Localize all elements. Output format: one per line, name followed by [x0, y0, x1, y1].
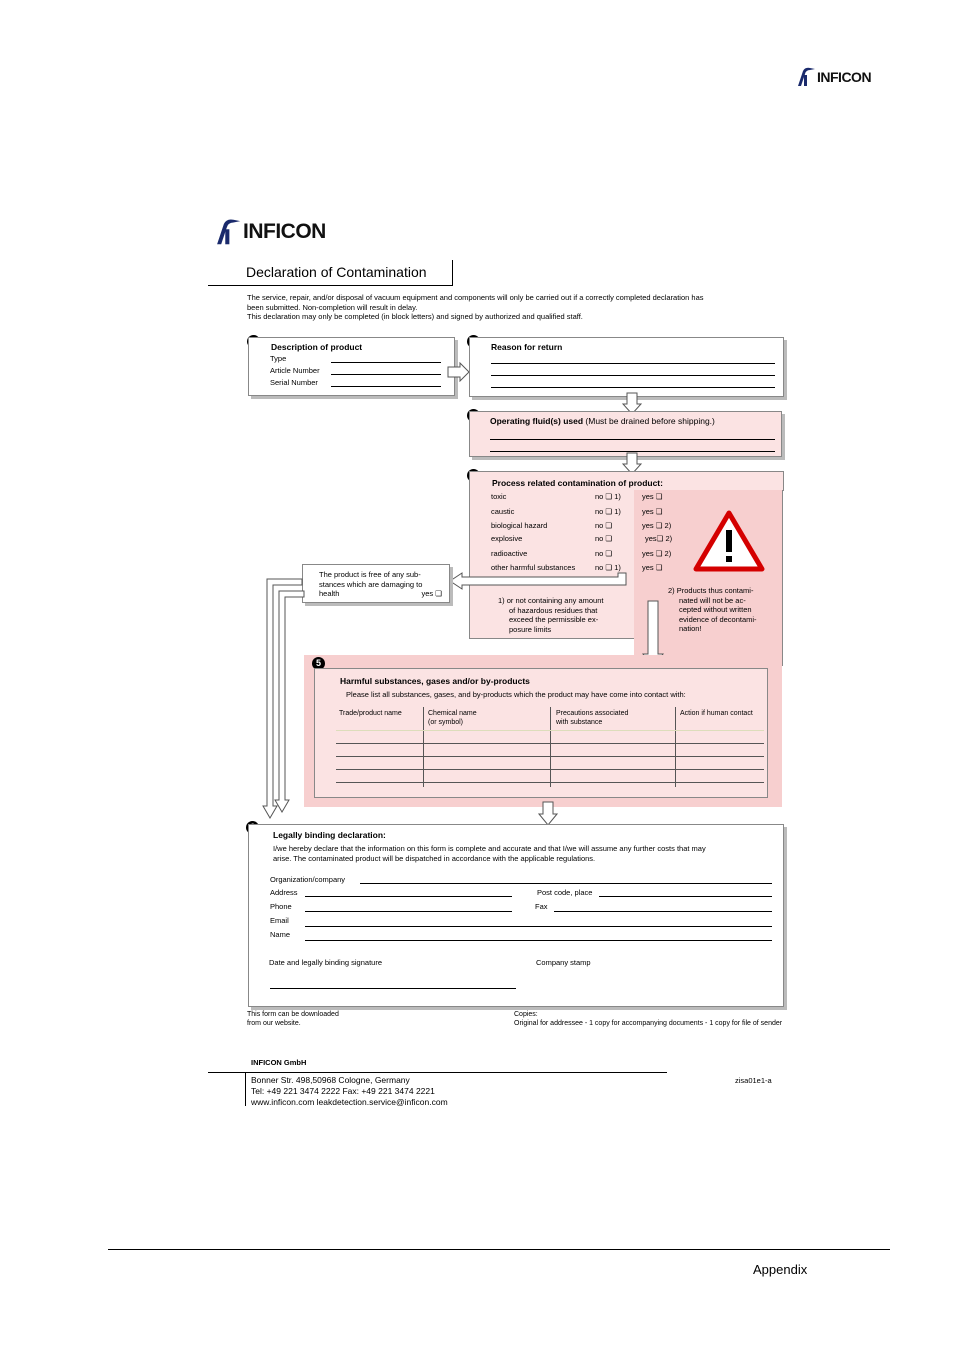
section-4-header: [469, 471, 784, 491]
section-5-title: Harmful substances, gases and/or by-products: [340, 676, 530, 686]
download-note-line: from our website.: [247, 1020, 301, 1027]
section-1-box: [248, 337, 455, 396]
footnote-2-line: 2) Products thus contami-: [668, 586, 754, 595]
column-header-precautions: [556, 709, 628, 727]
email-label: Email: [270, 916, 289, 925]
contamination-label-toxic: toxic: [491, 492, 507, 501]
article-number-label: Article Number: [270, 366, 320, 375]
free-box-line: stances which are damaging to: [319, 579, 423, 589]
download-note: [247, 1010, 339, 1028]
name-label: Name: [270, 930, 291, 939]
footnote-2-line: cepted without written: [679, 605, 752, 614]
biological-yes-checkbox[interactable]: yes ❏ 2): [642, 521, 672, 530]
organization-field[interactable]: [360, 883, 772, 884]
footnote-2-line: nated will not be ac-: [679, 595, 746, 605]
article-number-field[interactable]: [331, 374, 441, 375]
copies-note: [514, 1010, 782, 1028]
company-stamp-label: Company stamp: [536, 958, 591, 967]
free-box-line: health: [319, 589, 340, 598]
section-4-title: Process related contamination of product:: [492, 478, 663, 488]
section-2-box: [469, 337, 784, 397]
section-5-box: [314, 668, 768, 798]
footnote-1-line: exceed the permissible ex-: [509, 615, 599, 624]
contamination-label-biological: biological hazard: [491, 521, 548, 530]
explosive-yes-checkbox[interactable]: yes❏ 2): [645, 534, 673, 543]
company-details: [251, 1075, 448, 1108]
radioactive-yes-checkbox[interactable]: yes ❏ 2): [642, 549, 672, 558]
header-logo: [795, 67, 871, 87]
reason-line[interactable]: [491, 375, 775, 376]
title-underline: [208, 285, 453, 286]
copies-note-line: Original for addressee - 1 copy for accompanying documents - 1 copy for file of sender: [514, 1020, 783, 1027]
column-header-action: Action if human contact: [680, 710, 753, 717]
other-yes-checkbox[interactable]: yes ❏: [642, 563, 663, 572]
section-1-title: Description of product: [271, 342, 363, 352]
fax-field[interactable]: [554, 911, 772, 912]
phone-field[interactable]: [305, 911, 512, 912]
section-2-title: Reason for return: [491, 342, 563, 352]
column-header-line: with substance: [556, 719, 603, 726]
inficon-logo-icon: [213, 218, 243, 246]
footnote-1-line: of hazardous residues that: [509, 605, 598, 615]
biological-no-checkbox[interactable]: no ❏: [595, 521, 613, 530]
free-of-substances-text: [319, 570, 444, 599]
section-3-note: (Must be drained before shipping.): [585, 416, 715, 426]
section-3-heading: [490, 416, 715, 427]
company-divider: [208, 1072, 667, 1073]
contamination-label-other: other harmful substances: [491, 563, 576, 572]
arrow-right-icon: [447, 362, 471, 382]
free-of-substances-box: [302, 564, 450, 603]
substances-header-line: [336, 730, 764, 731]
intro-line: been submitted. Non-completion will result in delay.: [247, 302, 418, 312]
reason-line[interactable]: [491, 363, 775, 364]
signature-field[interactable]: [270, 988, 516, 989]
inficon-logo-icon: [795, 67, 817, 87]
footer-rule: [108, 1249, 890, 1250]
company-name: INFICON GmbH: [251, 1058, 307, 1067]
signature-label: Date and legally binding signature: [269, 958, 382, 967]
email-field[interactable]: [305, 926, 772, 927]
contamination-label-radioactive: radioactive: [491, 549, 528, 558]
reason-line[interactable]: [491, 387, 775, 388]
organization-label: Organization/company: [270, 875, 346, 884]
phone-label: Phone: [270, 902, 292, 911]
footnote-2: [668, 586, 778, 634]
operating-fluid-line[interactable]: [490, 439, 775, 440]
company-vertical-divider: [245, 1072, 246, 1106]
address-field[interactable]: [305, 896, 512, 897]
free-of-substances-yes-checkbox[interactable]: yes ❏: [421, 589, 442, 598]
contamination-label-explosive: explosive: [491, 534, 523, 543]
postcode-field[interactable]: [599, 896, 772, 897]
name-field[interactable]: [305, 940, 772, 941]
fax-label: Fax: [535, 902, 548, 911]
column-header-trade-name: Trade/product name: [339, 710, 402, 717]
explosive-no-checkbox[interactable]: no ❏: [595, 534, 613, 543]
company-address: Bonner Str. 498,50968 Cologne, Germany: [251, 1075, 410, 1085]
serial-number-field[interactable]: [331, 386, 441, 387]
company-web: www.inficon.com leakdetection.service@inficon.com: [251, 1097, 448, 1107]
copies-note-line: Copies:: [514, 1011, 538, 1018]
footnote-2-line: evidence of decontami-: [679, 614, 757, 624]
header-logo-text: INFICON: [817, 69, 872, 85]
section-3-title: Operating fluid(s) used: [490, 416, 584, 426]
arrow-left-icon: [448, 572, 628, 602]
column-header-chemical-name: [428, 709, 477, 727]
section-6-text: [273, 844, 778, 863]
type-label: Type: [270, 354, 287, 363]
form-title: Declaration of Contamination: [246, 264, 427, 280]
type-field[interactable]: [331, 362, 441, 363]
intro-line: The service, repair, and/or disposal of vacuum equipment and components will only be carried out if a correctly completed declaration has: [247, 293, 704, 302]
section-3-box: [469, 411, 782, 457]
substances-col-line: [675, 707, 676, 787]
form-logo-text: INFICON: [243, 220, 326, 243]
serial-number-label: Serial Number: [270, 378, 318, 387]
footnote-1-line: 1) or not containing any amount: [498, 596, 604, 605]
caustic-yes-checkbox[interactable]: yes ❏: [642, 507, 663, 516]
form-code: zisa01e1-a: [735, 1076, 772, 1085]
radioactive-no-checkbox[interactable]: no ❏: [595, 549, 613, 558]
toxic-yes-checkbox[interactable]: yes ❏: [642, 492, 663, 501]
contamination-label-caustic: caustic: [491, 507, 515, 516]
column-header-line: (or symbol): [428, 719, 464, 726]
section-6-box: [248, 824, 784, 1007]
footnote-1-line: posure limits: [509, 624, 552, 634]
other-no-checkbox[interactable]: no ❏ 1): [595, 563, 621, 572]
footnote-2-line: nation!: [679, 624, 702, 633]
company-tel: Tel: +49 221 3474 2222 Fax: +49 221 3474 2221: [251, 1086, 435, 1096]
column-header-line: Precautions associated: [556, 710, 629, 717]
section-5-subtitle: Please list all substances, gases, and by-products which the product may have come into contact with:: [346, 690, 686, 699]
section-6-title: Legally binding declaration:: [273, 830, 386, 840]
column-header-line: Chemical name: [428, 710, 477, 717]
substances-col-line: [550, 707, 551, 787]
intro-text: [247, 293, 787, 322]
substances-col-line: [423, 707, 424, 787]
declaration-line: I/we hereby declare that the information on this form is complete and accurate and that I/we will assume any further costs that may: [273, 844, 706, 853]
postcode-label: Post code, place: [537, 888, 593, 897]
declaration-line: arise. The contaminated product will be dispatched in accordance with the applicable regulations.: [273, 853, 596, 863]
free-box-line: The product is free of any sub-: [319, 570, 421, 579]
intro-line: This declaration may only be completed (in block letters) and signed by authorized and qualified staff.: [247, 312, 583, 321]
caustic-no-checkbox[interactable]: no ❏ 1): [595, 507, 621, 516]
title-divider: [452, 260, 453, 285]
footer-section: Appendix: [753, 1262, 808, 1277]
toxic-no-checkbox[interactable]: no ❏ 1): [595, 492, 621, 501]
download-note-line: This form can be downloaded: [247, 1011, 339, 1018]
warning-icon: [693, 510, 765, 572]
section-number-5: 5: [312, 657, 325, 670]
address-label: Address: [270, 888, 298, 897]
form-logo: [213, 218, 326, 246]
